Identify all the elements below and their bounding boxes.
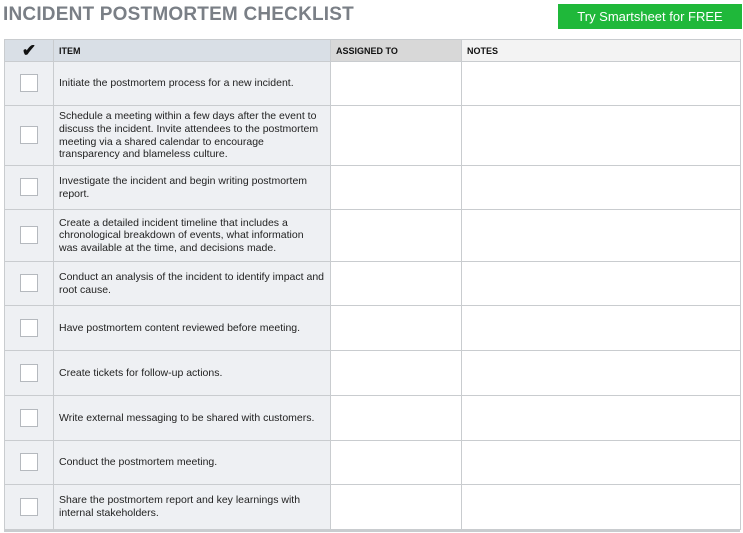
check-cell — [5, 106, 54, 166]
item-cell: Create tickets for follow-up actions. — [54, 351, 331, 396]
table-row — [5, 351, 741, 396]
item-cell: Create a detailed incident timeline that includes a chronological breakdown of events, what information was available at the time, and decisions made. — [54, 210, 331, 262]
notes-cell[interactable] — [462, 106, 741, 166]
notes-cell[interactable] — [462, 262, 741, 306]
check-column-header — [5, 40, 54, 62]
item-column-header: ITEM — [54, 40, 331, 62]
item-cell: Initiate the postmortem process for a new incident. — [54, 62, 331, 106]
item-cell: Conduct the postmortem meeting. — [54, 441, 331, 485]
table-row — [5, 166, 741, 210]
checkbox[interactable] — [20, 226, 38, 244]
check-cell — [5, 166, 54, 210]
assigned-to-cell[interactable] — [331, 306, 462, 351]
table-row — [5, 485, 741, 530]
notes-cell[interactable] — [462, 166, 741, 210]
assigned-to-column-header: ASSIGNED TO — [331, 40, 462, 62]
notes-cell[interactable] — [462, 441, 741, 485]
table-row — [5, 62, 741, 106]
check-cell — [5, 396, 54, 441]
notes-column-header: NOTES — [462, 40, 741, 62]
table-row — [5, 306, 741, 351]
check-cell — [5, 351, 54, 396]
assigned-to-cell[interactable] — [331, 106, 462, 166]
notes-cell[interactable] — [462, 210, 741, 262]
assigned-to-cell[interactable] — [331, 210, 462, 262]
item-cell: Share the postmortem report and key learnings with internal stakeholders. — [54, 485, 331, 530]
check-cell — [5, 262, 54, 306]
checkbox[interactable] — [20, 126, 38, 144]
assigned-to-cell[interactable] — [331, 166, 462, 210]
item-cell: Conduct an analysis of the incident to identify impact and root cause. — [54, 262, 331, 306]
checkbox[interactable] — [20, 364, 38, 382]
assigned-to-cell[interactable] — [331, 351, 462, 396]
checkmark-icon: ✔ — [21, 40, 37, 60]
check-cell — [5, 306, 54, 351]
assigned-to-cell[interactable] — [331, 62, 462, 106]
check-cell — [5, 441, 54, 485]
item-cell: Write external messaging to be shared with customers. — [54, 396, 331, 441]
checkbox[interactable] — [20, 74, 38, 92]
checklist-table — [4, 39, 741, 530]
item-cell: Investigate the incident and begin writing postmortem report. — [54, 166, 331, 210]
item-cell: Have postmortem content reviewed before meeting. — [54, 306, 331, 351]
try-smartsheet-button[interactable]: Try Smartsheet for FREE — [558, 4, 742, 29]
checkbox[interactable] — [20, 178, 38, 196]
notes-cell[interactable] — [462, 396, 741, 441]
table-bottom-border — [4, 530, 740, 532]
assigned-to-cell[interactable] — [331, 441, 462, 485]
check-cell — [5, 210, 54, 262]
check-cell — [5, 62, 54, 106]
checkbox[interactable] — [20, 319, 38, 337]
table-row — [5, 441, 741, 485]
assigned-to-cell[interactable] — [331, 485, 462, 530]
table-header-row — [5, 40, 741, 62]
table-row — [5, 210, 741, 262]
checkbox[interactable] — [20, 453, 38, 471]
notes-cell[interactable] — [462, 485, 741, 530]
table-row — [5, 396, 741, 441]
page-title: INCIDENT POSTMORTEM CHECKLIST — [3, 4, 354, 25]
assigned-to-cell[interactable] — [331, 396, 462, 441]
checkbox[interactable] — [20, 498, 38, 516]
item-cell: Schedule a meeting within a few days after the event to discuss the incident. Invite attendees to the postmortem meeting via a shared calendar to encourage transparency and blameless culture. — [54, 106, 331, 166]
table-row — [5, 262, 741, 306]
table-row — [5, 106, 741, 166]
notes-cell[interactable] — [462, 306, 741, 351]
checkbox[interactable] — [20, 409, 38, 427]
notes-cell[interactable] — [462, 351, 741, 396]
check-cell — [5, 485, 54, 530]
notes-cell[interactable] — [462, 62, 741, 106]
checkbox[interactable] — [20, 274, 38, 292]
assigned-to-cell[interactable] — [331, 262, 462, 306]
